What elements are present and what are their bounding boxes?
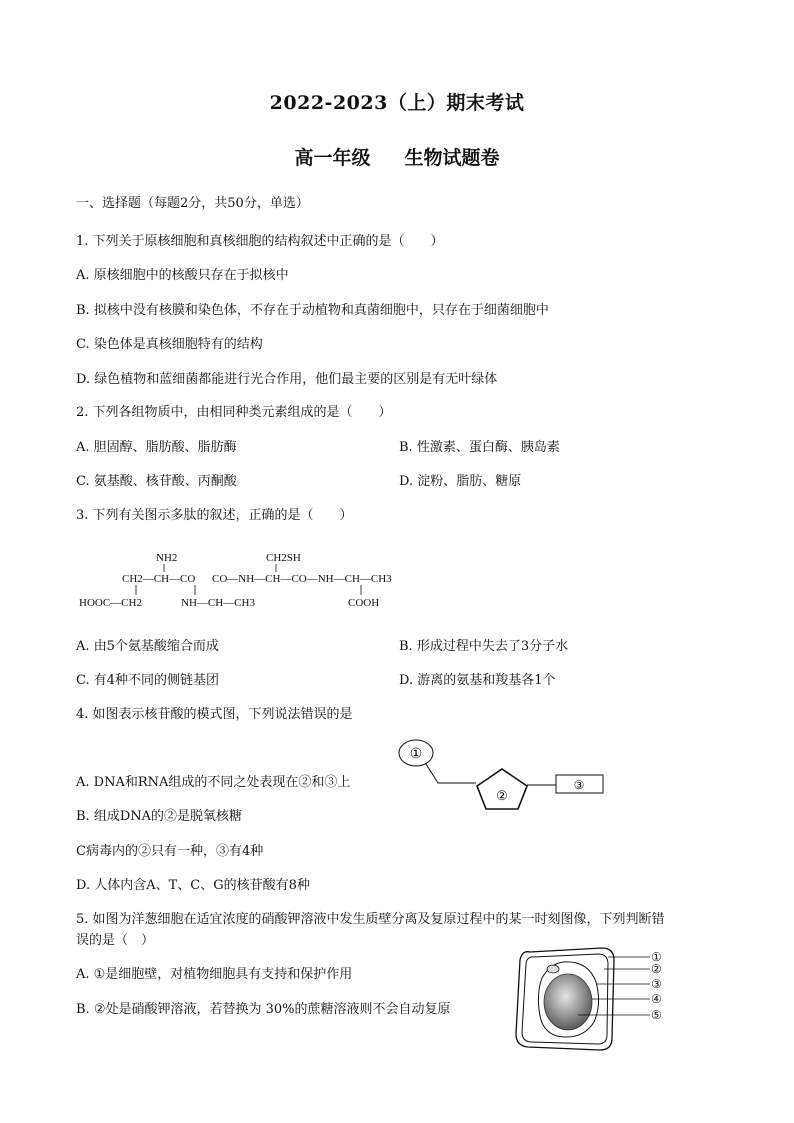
q2-option-b: B. 性激素、蛋白酶、胰岛素 <box>399 440 560 455</box>
cell-label-1: ① <box>651 950 662 964</box>
exam-title: 2022-2023（上）期末考试 <box>269 92 525 114</box>
exam-subtitle <box>0 143 794 170</box>
q2-stem: 2. 下列各组物质中，由相同种类元素组成的是（ ） <box>76 405 392 420</box>
q4-option-d: D. 人体内含A、T、C、G的核苷酸有8种 <box>76 878 310 893</box>
formula-ch2sh: CH2SH <box>266 552 301 564</box>
polypeptide-formula <box>76 548 416 620</box>
cell-label-3: ③ <box>651 977 662 991</box>
q2-option-a: A. 胆固醇、脂肪酸、脂肪酶 <box>76 440 237 455</box>
formula-row2-left: HOOC—CH2 <box>79 597 142 609</box>
q3-option-d: D. 游离的氨基和羧基各1个 <box>399 673 556 688</box>
label-2: ② <box>496 788 508 803</box>
formula-row2-right: COOH <box>348 597 380 609</box>
q4-option-a: A. DNA和RNA组成的不同之处表现在②和③上 <box>76 775 351 790</box>
formula-row2-mid: NH—CH—CH3 <box>181 597 255 609</box>
cell-label-2: ② <box>651 962 662 976</box>
nucleus <box>547 965 559 973</box>
q2-option-c: C. 氨基酸、核苷酸、丙酮酸 <box>76 474 237 489</box>
q1-option-d: D. 绿色植物和蓝细菌都能进行光合作用，他们最主要的区别是有无叶绿体 <box>76 372 498 387</box>
q4-stem: 4. 如图表示核苷酸的模式图，下列说法错误的是 <box>76 707 353 722</box>
q2-option-d: D. 淀粉、脂肪、糖原 <box>399 474 522 489</box>
q3-stem: 3. 下列有关图示多肽的叙述，正确的是（ ） <box>76 508 353 523</box>
subject-label: 生物试题卷 <box>404 147 500 169</box>
q5-option-a: A. ①是细胞壁，对植物细胞具有支持和保护作用 <box>76 967 353 982</box>
q5-stem-line2: 误的是（ ） <box>76 933 155 948</box>
label-1: ① <box>409 747 423 762</box>
q5-option-b: B. ②处是硝酸钾溶液，若替换为 30%的蔗糖溶液则不会自动复原 <box>76 1002 451 1017</box>
q4-option-c: C病毒内的②只有一种，③有4种 <box>76 844 264 859</box>
q4-option-b: B. 组成DNA的②是脱氧核糖 <box>76 809 243 824</box>
q5-stem-line1: 5. 如图为洋葱细胞在适宜浓度的硝酸钾溶液中发生质壁分离及复原过程中的某一时刻图像，下列判断错 <box>76 912 665 927</box>
section-heading: 一、选择题（每题2分，共50分，单选） <box>76 196 309 211</box>
onion-cell-diagram <box>508 942 703 1054</box>
formula-row1-left: CH2—CH—CO <box>122 573 196 585</box>
label-3: ③ <box>573 778 585 792</box>
formula-row1-mid: CO—NH—CH—CO—NH—CH—CH3 <box>212 573 392 585</box>
nucleotide-diagram <box>396 737 608 817</box>
q3-option-b: B. 形成过程中失去了3分子水 <box>399 639 569 654</box>
grade-label: 高一年级 <box>294 147 371 169</box>
q3-option-a: A. 由5个氨基酸缩合而成 <box>76 639 219 654</box>
vacuole <box>544 974 592 1030</box>
q1-option-a: A. 原核细胞中的核酸只存在于拟核中 <box>76 268 289 283</box>
q1-option-b: B. 拟核中没有核膜和染色体，不存在于动植物和真菌细胞中，只存在于细菌细胞中 <box>76 303 549 318</box>
q3-option-c: C. 有4种不同的侧链基团 <box>76 673 220 688</box>
q1-stem: 1. 下列关于原核细胞和真核细胞的结构叙述中正确的是（ ） <box>76 234 444 249</box>
q1-option-c: C. 染色体是真核细胞特有的结构 <box>76 337 263 352</box>
cell-label-5: ⑤ <box>651 1008 662 1022</box>
cell-label-4: ④ <box>651 992 662 1006</box>
formula-nh2: NH2 <box>156 552 178 564</box>
